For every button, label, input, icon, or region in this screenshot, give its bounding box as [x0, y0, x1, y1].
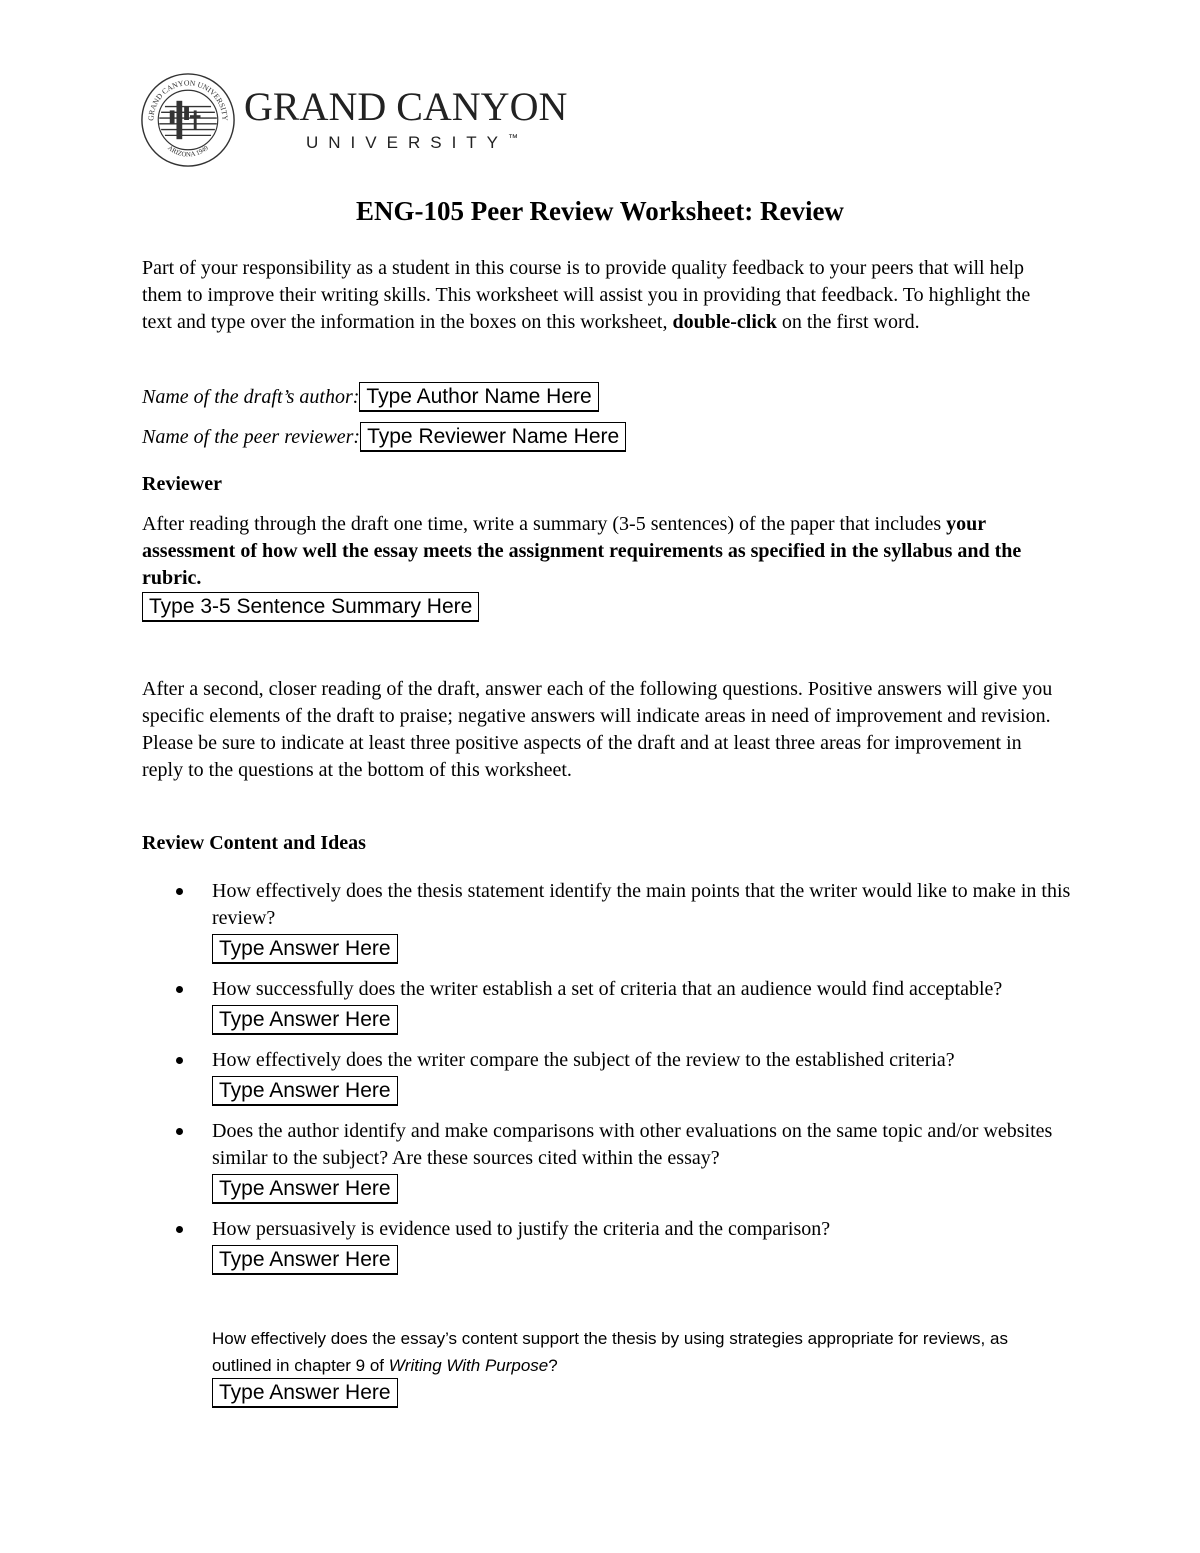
last-question-end: ?: [548, 1356, 558, 1375]
list-item: [142, 1118, 1072, 1204]
summary-field[interactable]: Type 3-5 Sentence Summary Here: [142, 592, 479, 622]
summary-box-wrap: [142, 592, 479, 622]
bullet-icon: [176, 1057, 183, 1064]
university-logo: [140, 72, 567, 167]
list-item: [142, 976, 1072, 1035]
page-title: ENG-105 Peer Review Worksheet: Review: [356, 196, 844, 226]
book-title: Writing With Purpose: [388, 1356, 549, 1375]
list-item: [142, 878, 1072, 964]
author-label: Name of the draft’s author:: [142, 386, 360, 408]
author-field-row: [142, 382, 599, 412]
reviewer-field-row: [142, 422, 626, 452]
last-answer-wrap: [212, 1378, 398, 1408]
reviewer-name-field[interactable]: Type Reviewer Name Here: [360, 422, 626, 452]
reviewer-label: Name of the peer reviewer:: [142, 426, 361, 448]
svg-text:ARIZONA 1949: [166, 144, 210, 158]
bullet-icon: [176, 1226, 183, 1233]
last-question-text: How effectively does the essay’s content support the thesis by using strategies appropriate for reviews, as outlined in chapter 9 of: [212, 1329, 1008, 1375]
bullet-icon: [176, 888, 183, 895]
author-name-field[interactable]: Type Author Name Here: [359, 382, 598, 412]
bullet-icon: [176, 986, 183, 993]
answer-field[interactable]: Type Answer Here: [212, 1378, 398, 1408]
trademark-symbol: ™: [508, 132, 519, 144]
wordmark-name: GRAND CANYON: [244, 83, 568, 129]
reviewer-heading: Reviewer: [142, 473, 222, 495]
question-text: How persuasively is evidence used to justify the criteria and the comparison?: [212, 1218, 831, 1240]
question-text: Does the author identify and make comparisons with other evaluations on the same topic and/or websites similar to the subject? Are these sources cited within the essay?: [212, 1120, 1053, 1169]
reviewer-bold: your assessment of how well the essay meets the assignment requirements as specified in the syllabus and the rubric.: [142, 513, 1022, 589]
answer-field[interactable]: Type Answer Here: [212, 1174, 398, 1204]
seal-top-text: GRAND CANYON UNIVERSITY: [146, 77, 230, 121]
second-reading-paragraph: After a second, closer reading of the draft, answer each of the following questions. Positive answers will give you specific elements of the draft to praise; negative answers will indicate areas in need of improvement and revision. Please be sure to indicate at least three positive aspects of the draft and at least three areas for improvement in reply to the questions at the bottom of this worksheet.: [142, 678, 1053, 781]
intro-text: Part of your responsibility as a student in this course is to provide quality feedback to your peers that will help them to improve their writing skills. This worksheet will assist you in providing that feedback. To highlight the text and type over the information in the boxes on this worksheet,: [142, 257, 1031, 333]
question-text: How effectively does the thesis statement identify the main points that the writer would like to make in this review?: [212, 880, 1071, 929]
last-question: [212, 1325, 1072, 1379]
university-seal-icon: [140, 72, 236, 168]
list-item: [142, 1047, 1072, 1106]
question-list: [142, 878, 1072, 1287]
intro-bold: double-click: [672, 311, 777, 333]
list-item: [142, 1216, 1072, 1275]
reviewer-paragraph: [142, 511, 1062, 592]
answer-field[interactable]: Type Answer Here: [212, 1076, 398, 1106]
answer-field[interactable]: Type Answer Here: [212, 1245, 398, 1275]
wordmark-university: UNIVERSITY: [306, 132, 509, 152]
question-text: How effectively does the writer compare the subject of the review to the established criteria?: [212, 1049, 955, 1071]
answer-field[interactable]: Type Answer Here: [212, 934, 398, 964]
bullet-icon: [176, 1128, 183, 1135]
question-text: How successfully does the writer establish a set of criteria that an audience would find acceptable?: [212, 978, 1003, 1000]
intro-text-end: on the first word.: [781, 311, 920, 333]
seal-bottom-text: ARIZONA 1949: [166, 144, 210, 159]
content-heading: Review Content and Ideas: [142, 832, 366, 854]
answer-field[interactable]: Type Answer Here: [212, 1005, 398, 1035]
reviewer-text: After reading through the draft one time, write a summary (3-5 sentences) of the paper that includes: [142, 513, 942, 535]
intro-paragraph: [142, 255, 1062, 336]
